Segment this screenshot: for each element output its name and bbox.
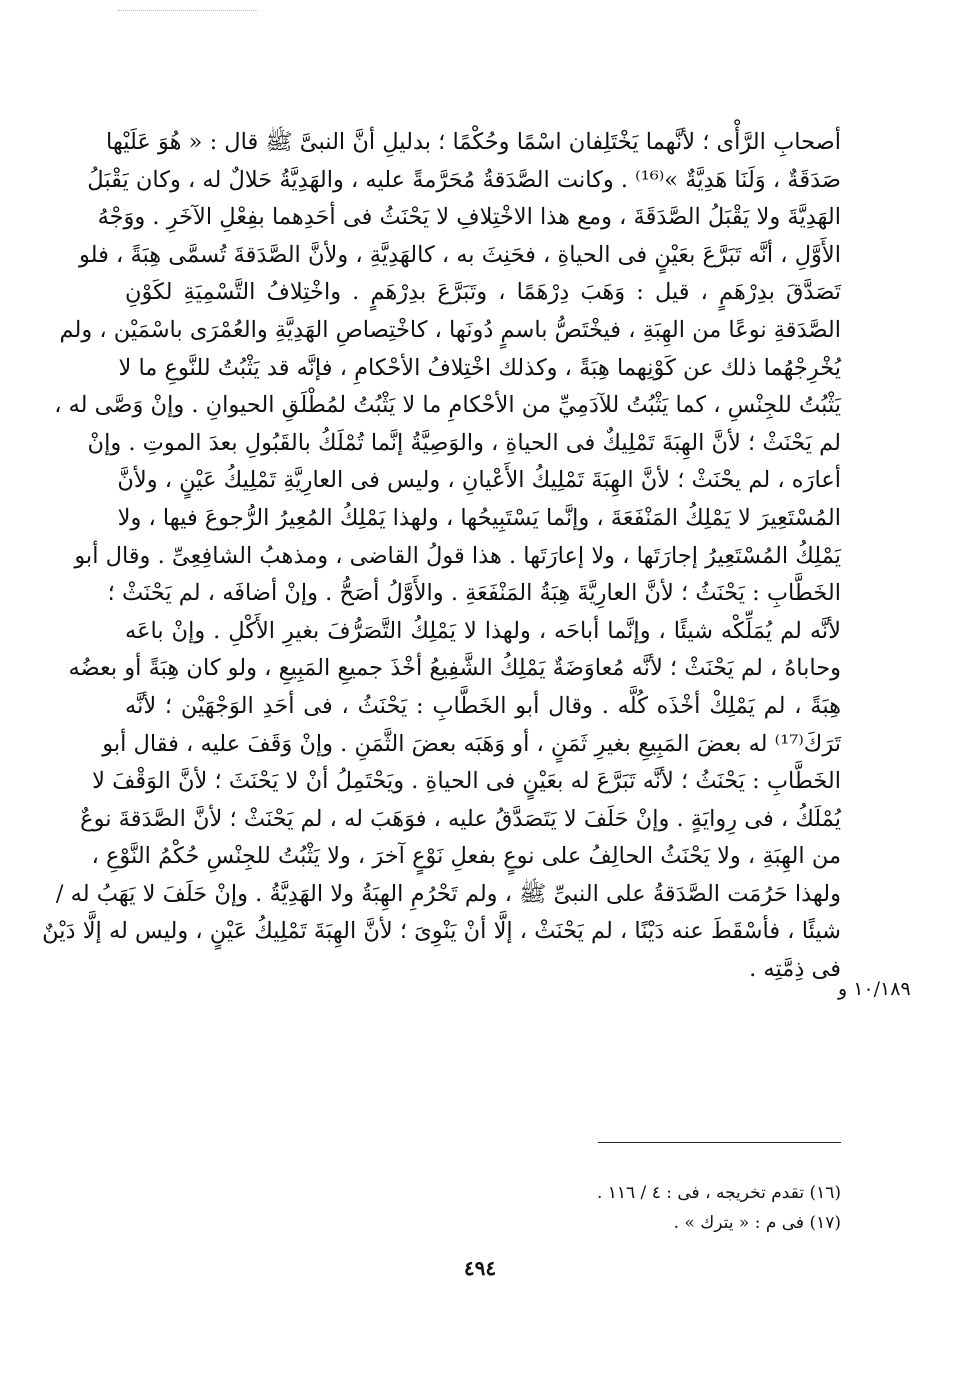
text-line: صَدَقَةٌ ، وَلَنَا هَدِيَّةٌ »⁽¹⁶⁾ . وكانت الصَّدَقةُ مُحَرَّمةً عليه ، والهَدِيَّةُ حَلالٌ له ، وكان يَقْبَلُ [87, 166, 841, 193]
text-line: لأنَّه لم يُمَلِّكْه شيئًا ، وإنَّما أباحَه ، ولهذا لا يَمْلِكُ التَّصَرُّفَ بغيرِ الأَكْلِ . وإنْ باعَه [125, 617, 841, 644]
text-line: تَصَدَّقَ بدِرْهَمٍ ، قيل : وَهَبَ دِرْهَمًا ، وتَبَرَّعَ بدِرْهَمٍ . واخْتِلافُ التَّسْمِيَةِ لكَوْنِ [125, 279, 841, 306]
text-line: الصَّدَقةِ نوعًا من الهِبَةِ ، فيخْتَصُّ باسمٍ دُونَها ، كاخْتِصاصِ الهَدِيَّةِ والعُمْرَى باسْمَيْن ، ولم [59, 316, 841, 343]
text-line: شيئًا ، فأسْقَطَ عنه دَيْنًا ، لم يَحْنَثْ ، إلَّا أنْ يَنْوِىَ ؛ لأنَّ الهِبَةَ تَمْلِيكُ عَيْنٍ ، وليس له إلَّا دَيْنٌ [42, 918, 841, 945]
text-line-last: فى ذِمَّتِه . [749, 956, 841, 983]
top-scan-mark [118, 10, 258, 11]
main-text-block [42, 124, 841, 989]
text-line: هِبَةً ، لم يَمْلِكْ أخْذَه كُلَّه . وقال أبو الخَطَّابِ : يَحْنَثُ ، فى أحَدِ الوَجْهَيْن ؛ لأنَّه [125, 692, 841, 719]
text-line: يَثْبُتُ للجِنْسِ ، كما يَثْبُتُ للآدَمِيِّ من الأحْكامِ ما لا يَثْبُتُ لمُطْلَقِ الحيوانِ . وإنْ وَصَّى له ، [54, 392, 841, 419]
footnote-separator [598, 1142, 841, 1143]
text-line: أعارَه ، لم يحْنَثْ ؛ لأنَّ الهِبَةَ تَمْلِيكُ الأَعْيانِ ، وليس فى العارِيَّةِ تَمْلِيكُ عَيْنٍ ، ولأنَّ [117, 467, 841, 494]
text-line: يَمْلِكُ المُسْتَعِيرُ إجارَتَها ، ولا إعارَتَها . هذا قولُ القاضى ، ومذهبُ الشافِعِىِّ . وقال أبو [74, 542, 841, 569]
text-line: الخَطَّابِ : يَحْنَثُ ؛ لأنَّه تَبَرَّعَ له بعَيْنٍ فى الحياةِ . ويَحْتَمِلُ أنْ لا يَحْنَثَ ؛ لأنَّ الوَقْفَ لا [92, 768, 841, 795]
text-line: الخَطَّابِ : يَحْنَثُ ؛ لأنَّ العارِيَّةَ هِبَةُ المَنْفَعَةِ . والأَوَّلُ أصَحُّ . وإنْ أضافَه ، لم يَحْنَثْ ؛ [107, 580, 841, 607]
text-line: وحاباهُ ، لم يَحْنَثْ ؛ لأنَّه مُعاوَضَةٌ يَمْلِكُ الشَّفِيعُ أخْذَ جميعِ المَبِيعِ ، ولو كان هِبَةً أو بعضُه [68, 655, 841, 682]
page-number: ٤٩٤ [463, 1256, 497, 1280]
text-line: المُسْتَعِيرَ لا يَمْلِكُ المَنْفَعَةَ ، وإنَّما يَسْتَبِيحُها ، ولهذا يَمْلِكُ المُعِيرُ الرُّجوعَ فيها ، ولا [117, 504, 841, 531]
text-line: الأَوَّلِ ، أنَّه تَبَرَّعَ بعَيْنٍ فى الحياةِ ، فحَنِثَ به ، كالهَدِيَّةِ ، ولأنَّ الصَّدَقةَ تُسمَّى هِبَةً ، فلو [79, 241, 841, 268]
text-line: يُمْلَكُ ، فى رِوايَةٍ . وإنْ حَلَفَ لا يَتَصَدَّقُ عليه ، فوَهَبَ له ، لم يَحْنَثْ ؛ لأنَّ الصَّدَقةَ نوعٌ [80, 805, 841, 832]
footnote-16: (١٦) تقدم تخريجه ، فى : ٤ / ١١٦ . [596, 1183, 841, 1203]
text-line: من الهِبَةِ ، ولا يَحْنَثُ الحالِفُ على نوعٍ بفعلِ نَوْعٍ آخرَ ، ولا يَثْبُتُ للجِنْسِ حُكْمُ النَّوْعِ ، [91, 843, 841, 870]
text-line: ولهذا حَرُمَت الصَّدَقةُ على النبىِّ ﷺ ، ولم تَحْرُمِ الهِبَةُ ولا الهَدِيَّةُ . وإنْ حَلَفَ لا يَهَبُ له / [55, 880, 841, 907]
text-line: الهَدِيَّةَ ولا يَقْبَلُ الصَّدَقَةَ ، ومع هذا الاخْتِلافِ لا يَحْنَثُ فى أحَدِهما بفِعْلِ الآخَرِ . ووَجْهُ [97, 204, 841, 231]
text-line: تَرَكَ⁽¹⁷⁾ له بعضَ المَبِيعِ بغيرِ ثَمَنٍ ، أو وَهَبَه بعضَ الثَّمَنِ . وإنْ وَقَفَ عليه ، فقال أبو [102, 730, 841, 757]
footnotes-block [400, 1178, 841, 1238]
text-line: لم يَحْنَثْ ؛ لأنَّ الهِبَةَ تَمْلِيكٌ فى الحياةِ ، والوَصِيَّةُ إنَّما تُمْلَكُ بالقَبُولِ بعدَ الموتِ . وإنْ [87, 429, 841, 456]
margin-folio-note: ١٠/١٨٩ و [838, 978, 911, 1000]
text-line: يُخْرِجْهُما ذلك عن كَوْنِهما هِبَةً ، وكذلك اخْتِلافُ الأحْكامِ ، فإنَّه قد يَثْبُتُ للنَّوعِ ما لا [118, 354, 841, 381]
text-line: أصحابِ الرَّأْى ؛ لأنَّهما يَخْتَلِفان اسْمًا وحُكْمًا ؛ بدليلِ أنَّ النبىَّ ﷺ قال : « هُوَ عَلَيْها [105, 129, 841, 155]
footnote-17: (١٧) فى م : « يترك » . [673, 1213, 841, 1233]
